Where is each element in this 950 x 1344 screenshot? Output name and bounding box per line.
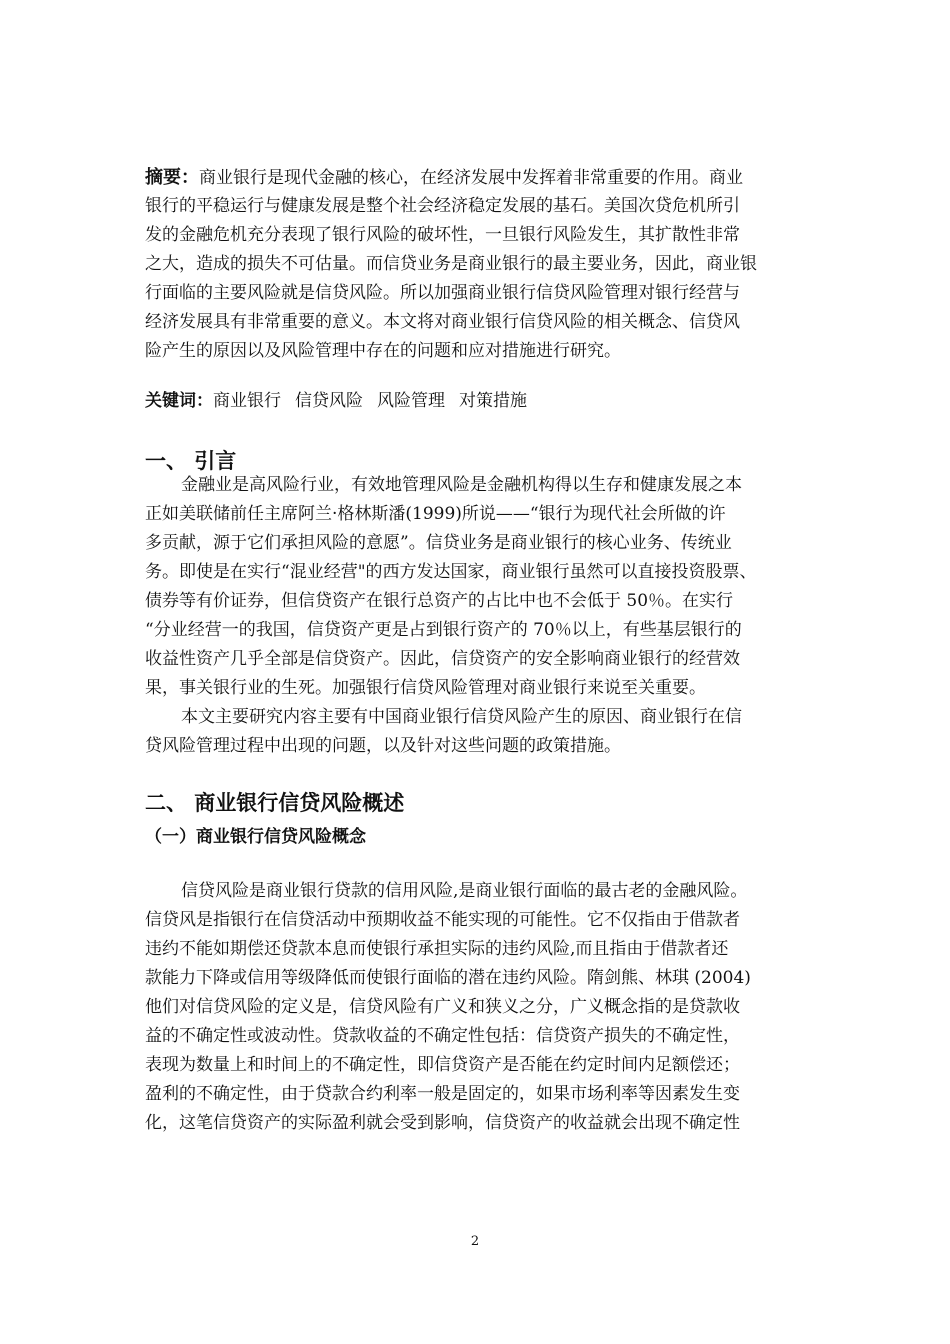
paragraph-line: 违约不能如期偿还贷款本息而使银行承担实际的违约风险,而且指由于借款者还 (145, 939, 729, 959)
keyword-item: 对策措施 (459, 391, 527, 411)
paragraph-line: 本文主要研究内容主要有中国商业银行信贷风险产生的原因、商业银行在信 (181, 707, 742, 727)
keyword-item: 信贷风险 (295, 391, 363, 411)
paragraph-line: 款能力下降或信用等级降低而使银行面临的潜在违约风险。隋剑熊、林琪 (2004) (145, 968, 751, 988)
paragraph-line: 化，这笔信贷资产的实际盈利就会受到影响，信贷资产的收益就会出现不确定性 (145, 1113, 740, 1133)
abstract-line: 发的金融危机充分表现了银行风险的破坏性，一旦银行风险发生，其扩散性非常 (145, 225, 740, 245)
keyword-item: 商业银行 (213, 391, 281, 411)
abstract-line: 银行的平稳运行与健康发展是整个社会经济稳定发展的基石。美国次贷危机所引 (145, 196, 740, 216)
paragraph-line: “分业经营一的我国，信贷资产更是占到银行资产的 70％以上，有些基层银行的 (145, 620, 742, 640)
paragraph-line: 信贷风是指银行在信贷活动中预期收益不能实现的可能性。它不仅指由于借款者 (145, 910, 740, 930)
paragraph-line: 多贡献，源于它们承担风险的意愿”。信贷业务是商业银行的核心业务、传统业 (145, 533, 732, 553)
abstract-text: 商业银行是现代金融的核心，在经济发展中发挥着非常重要的作用。商业 (199, 168, 743, 188)
paragraph-line: 债券等有价证券，但信贷资产在银行总资产的占比中也不会低于 50％。在实行 (145, 591, 734, 611)
abstract-line: 行面临的主要风险就是信贷风险。所以加强商业银行信贷风险管理对银行经营与 (145, 283, 740, 303)
paragraph-line: 益的不确定性或波动性。贷款收益的不确定性包括：信贷资产损失的不确定性， (145, 1026, 740, 1046)
section-heading: 一、 引言 (145, 449, 237, 473)
paragraph-line: 金融业是高风险行业，有效地管理风险是金融机构得以生存和健康发展之本 (181, 475, 742, 495)
paragraph-line: 盈利的不确定性，由于贷款合约利率一般是固定的，如果市场利率等因素发生变 (145, 1084, 740, 1104)
section2-body (145, 877, 813, 1138)
paragraph-line: 贷风险管理过程中出现的问题，以及针对这些问题的政策措施。 (145, 736, 621, 756)
section1-body (145, 471, 813, 761)
abstract-line: 之大，造成的损失不可估量。而信贷业务是商业银行的最主要业务，因此，商业银 (145, 254, 757, 274)
paragraph-line: 正如美联储前任主席阿兰·格林斯潘(1999)所说——“银行为现代社会所做的许 (145, 504, 726, 524)
paragraph-line: 信贷风险是商业银行贷款的信用风险,是商业银行面临的最古老的金融风险。 (181, 881, 748, 901)
abstract-block (145, 163, 813, 366)
abstract-line (145, 163, 813, 192)
section-heading: 二、 商业银行信贷风险概述 (145, 791, 405, 815)
keyword-item: 风险管理 (377, 391, 445, 411)
subsection-heading: （一）商业银行信贷风险概念 (145, 827, 366, 847)
keywords-line (145, 387, 813, 416)
paragraph-line: 务。即使是在实行“混业经营"的西方发达国家，商业银行虽然可以直接投资股票、 (145, 562, 757, 582)
subsection (145, 823, 813, 851)
abstract-label: 摘要： (145, 167, 199, 188)
paragraph-line: 他们对信贷风险的定义是，信贷风险有广义和狭义之分，广义概念指的是贷款收 (145, 997, 740, 1017)
page-number: 2 (470, 1234, 480, 1249)
keywords-label: 关键词： (145, 391, 213, 411)
abstract-line: 经济发展具有非常重要的意义。本文将对商业银行信贷风险的相关概念、信贷风 (145, 312, 740, 332)
paragraph-line: 果，事关银行业的生死。加强银行信贷风险管理对商业银行来说至关重要。 (145, 678, 706, 698)
paragraph-line: 收益性资产几乎全部是信贷资产。因此，信贷资产的安全影响商业银行的经营效 (145, 649, 740, 669)
abstract-line: 险产生的原因以及风险管理中存在的问题和应对措施进行研究。 (145, 341, 621, 361)
section-overview (145, 788, 813, 818)
keywords-block (145, 387, 813, 416)
paragraph-line: 表现为数量上和时间上的不确定性，即信贷资产是否能在约定时间内足额偿还； (145, 1055, 740, 1075)
